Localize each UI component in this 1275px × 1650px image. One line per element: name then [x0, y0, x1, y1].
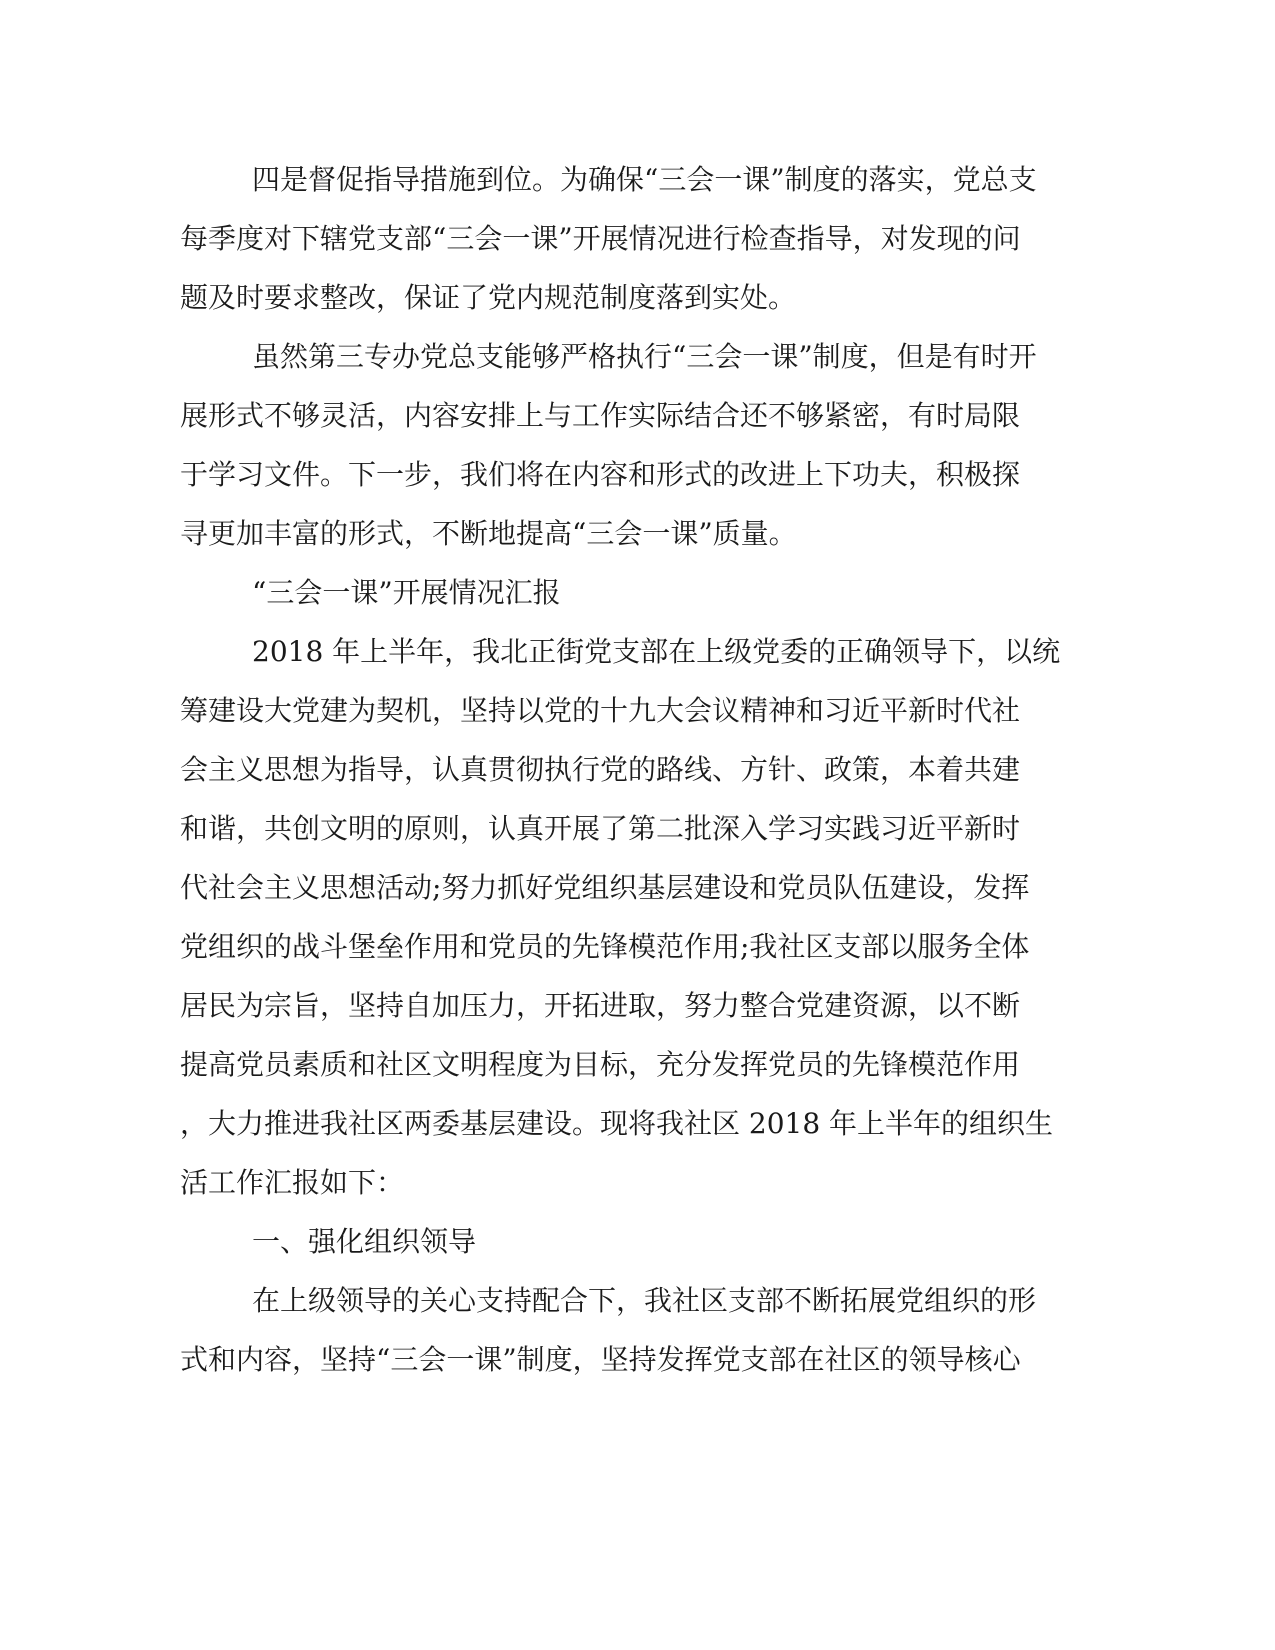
para1-line3: 题及时要求整改，保证了党内规范制度落到实处。	[180, 281, 797, 314]
para3-line1: 2018 年上半年，我北正街党支部在上级党委的正确领导下，以统	[252, 635, 1061, 668]
section-title: “三会一课”开展情况汇报	[252, 576, 561, 609]
subsection-title: 一、强化组织领导	[252, 1225, 477, 1258]
para3-line5: 代社会主义思想活动;努力抓好党组织基层建设和党员队伍建设，发挥	[180, 871, 1030, 904]
para3-line9: ，大力推进我社区两委基层建设。现将我社区 2018 年上半年的组织生	[180, 1107, 1054, 1140]
para4-line2: 式和内容，坚持“三会一课”制度，坚持发挥党支部在社区的领导核心	[180, 1343, 1021, 1376]
para1-line1: 四是督促指导措施到位。为确保“三会一课”制度的落实，党总支	[252, 163, 1037, 196]
para2-line4: 寻更加丰富的形式，不断地提高“三会一课”质量。	[180, 517, 797, 550]
para3-line2: 筹建设大党建为契机，坚持以党的十九大会议精神和习近平新时代社	[180, 694, 1021, 727]
para3-line7: 居民为宗旨，坚持自加压力，开拓进取，努力整合党建资源，以不断	[180, 989, 1021, 1022]
para3-line3: 会主义思想为指导，认真贯彻执行党的路线、方针、政策，本着共建	[180, 753, 1021, 786]
para3-line10: 活工作汇报如下：	[180, 1166, 405, 1199]
para3-line8: 提高党员素质和社区文明程度为目标，充分发挥党员的先锋模范作用	[180, 1048, 1021, 1081]
para1-line2: 每季度对下辖党支部“三会一课”开展情况进行检查指导，对发现的问	[180, 222, 1021, 255]
para2-line3: 于学习文件。下一步，我们将在内容和形式的改进上下功夫，积极探	[180, 458, 1021, 491]
para2-line2: 展形式不够灵活，内容安排上与工作实际结合还不够紧密，有时局限	[180, 399, 1021, 432]
para2-line1: 虽然第三专办党总支能够严格执行“三会一课”制度，但是有时开	[252, 340, 1037, 373]
para3-line6: 党组织的战斗堡垒作用和党员的先锋模范作用;我社区支部以服务全体	[180, 930, 1030, 963]
para3-line4: 和谐，共创文明的原则，认真开展了第二批深入学习实践习近平新时	[180, 812, 1021, 845]
para4-line1: 在上级领导的关心支持配合下，我社区支部不断拓展党组织的形	[252, 1284, 1037, 1317]
